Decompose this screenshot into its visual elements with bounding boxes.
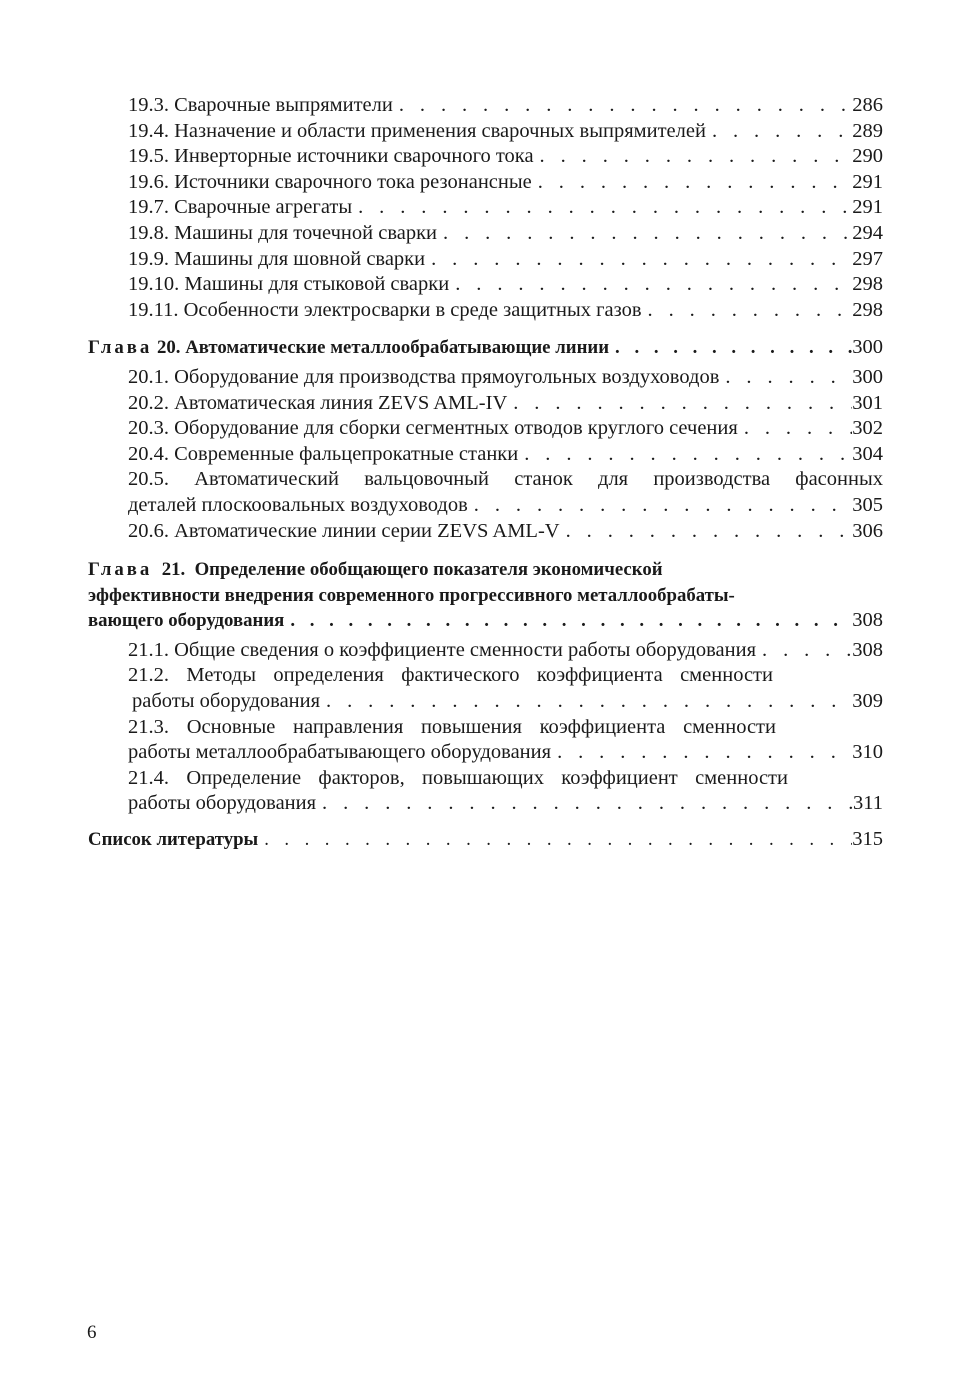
chapter-title-line: эффективности внедрения современного прогрессивного металлообрабаты- (88, 584, 735, 606)
dot-leader (706, 119, 852, 145)
chapter-number: 20. (157, 337, 181, 359)
toc-entry-19-10[interactable] (88, 272, 883, 298)
toc-page-number: 290 (852, 145, 883, 168)
toc-title: 20.1. Оборудование для производства прямоугольных воздуховодов (128, 365, 720, 388)
toc-entry-20-2[interactable] (88, 391, 883, 417)
toc-entry-19-9[interactable] (88, 247, 883, 273)
toc-entry-20-5[interactable] (88, 467, 883, 518)
dot-leader (609, 335, 852, 361)
dot-leader (507, 391, 852, 417)
toc-page-number: 306 (852, 519, 883, 542)
toc-chapter-21[interactable] (88, 557, 883, 634)
toc-title: 21.1. Общие сведения о коэффициенте сменности работы оборудования (128, 638, 757, 661)
toc-title: 20.4. Современные фальцепрокатные станки (128, 442, 519, 465)
toc-title: 20.2. Автоматическая линия ZEVS AML-IV (128, 391, 508, 414)
toc-title: 19.4. Назначение и области применения сварочных выпрямителей (128, 119, 706, 142)
toc-entry-19-4[interactable] (88, 119, 883, 145)
toc-title: 19.3. Сварочные выпрямители (128, 94, 393, 116)
dot-leader (352, 195, 852, 221)
dot-leader (320, 689, 852, 715)
dot-leader (437, 221, 852, 247)
dot-leader (551, 740, 852, 766)
toc-title: 19.6. Источники сварочного тока резонансные (128, 170, 532, 193)
toc-page-number: 300 (852, 336, 883, 359)
table-of-contents (88, 93, 883, 853)
toc-entry-21-4[interactable] (88, 766, 883, 817)
toc-entry-20-4[interactable] (88, 442, 883, 468)
dot-leader (393, 93, 852, 119)
toc-title-line: работы металлообрабатывающего оборудования (128, 741, 552, 764)
chapter-title-line: Определение обобщающего показателя экономической (194, 559, 663, 581)
toc-title-line: 21.4. Определение факторов, повышающих коэффициент сменности (128, 766, 788, 789)
toc-title-line: работы оборудования (132, 690, 321, 713)
toc-page-number: 308 (852, 609, 883, 632)
toc-page-number: 298 (852, 298, 883, 321)
toc-page-number: 302 (852, 417, 883, 440)
toc-title: 19.5. Инверторные источники сварочного тока (128, 145, 534, 168)
chapter-title-line: вающего оборудования (88, 610, 285, 632)
toc-page-number: 291 (852, 196, 883, 219)
toc-entry-19-7[interactable] (88, 195, 883, 221)
dot-leader (719, 365, 852, 391)
toc-page-number: 289 (852, 119, 883, 142)
toc-title-line: 21.3. Основные направления повышения коэффициента сменности (128, 715, 776, 738)
toc-page-number: 291 (852, 170, 883, 193)
toc-page-number: 311 (853, 792, 883, 815)
toc-entry-20-1[interactable] (88, 365, 883, 391)
dot-leader (756, 638, 852, 664)
dot-leader (560, 519, 853, 545)
dot-leader (534, 144, 853, 170)
dot-leader (738, 416, 852, 442)
toc-entry-21-2[interactable] (88, 663, 883, 714)
toc-page-number: 300 (852, 365, 883, 388)
toc-page-number: 309 (852, 690, 883, 713)
toc-title-line: деталей плоскоовальных воздуховодов (128, 493, 468, 516)
toc-title-line: 20.5. Автоматический вальцовочный станок для производства фасонных (128, 468, 883, 491)
dot-leader (642, 298, 853, 324)
toc-page-number: 286 (852, 94, 883, 116)
toc-references[interactable] (88, 827, 883, 853)
toc-page-number: 297 (852, 247, 883, 270)
chapter-number: 21. (161, 559, 186, 581)
toc-entry-19-3[interactable] (88, 93, 883, 119)
toc-page-number: 308 (852, 638, 883, 661)
page-number: 6 (87, 1322, 97, 1343)
toc-title: 19.11. Особенности электросварки в среде защитных газов (128, 298, 642, 321)
dot-leader (449, 272, 852, 298)
dot-leader (518, 442, 852, 468)
toc-title: 19.10. Машины для стыковой сварки (128, 273, 450, 296)
dot-leader (468, 493, 852, 519)
chapter-label: Глава (88, 559, 153, 581)
toc-title: 20.6. Автоматические линии серии ZEVS AML-V (128, 519, 560, 542)
toc-entry-20-3[interactable] (88, 416, 883, 442)
toc-title: 19.7. Сварочные агрегаты (128, 196, 353, 219)
toc-page-number: 304 (852, 442, 883, 465)
dot-leader (316, 791, 853, 817)
toc-page-number: 305 (852, 493, 883, 516)
toc-page-number: 315 (852, 828, 883, 851)
toc-entry-21-3[interactable] (88, 715, 883, 766)
toc-entry-20-6[interactable] (88, 519, 883, 545)
toc-title: 19.8. Машины для точечной сварки (128, 221, 438, 244)
dot-leader (425, 247, 852, 273)
toc-entry-19-11[interactable] (88, 298, 883, 324)
dot-leader (284, 608, 852, 634)
toc-title-line: работы оборудования (128, 792, 317, 815)
toc-title: 20.3. Оборудование для сборки сегментных отводов круглого сечения (128, 417, 738, 440)
toc-entry-19-8[interactable] (88, 221, 883, 247)
references-title: Список литературы (88, 829, 259, 851)
toc-entry-19-5[interactable] (88, 144, 883, 170)
toc-page-number: 298 (852, 273, 883, 296)
toc-title-line: 21.2. Методы определения фактического коэффициента сменности (128, 664, 773, 687)
dot-leader (532, 170, 853, 196)
toc-page-number: 310 (852, 741, 883, 764)
toc-page-number: 301 (852, 391, 883, 414)
toc-page-number: 294 (852, 221, 883, 244)
chapter-title: Автоматические металлообрабатывающие линии (185, 337, 610, 359)
toc-entry-19-6[interactable] (88, 170, 883, 196)
toc-title: 19.9. Машины для шовной сварки (128, 247, 426, 270)
toc-chapter-20[interactable] (88, 335, 883, 361)
toc-entry-21-1[interactable] (88, 638, 883, 664)
chapter-label: Глава (88, 337, 153, 359)
dot-leader (258, 827, 852, 853)
